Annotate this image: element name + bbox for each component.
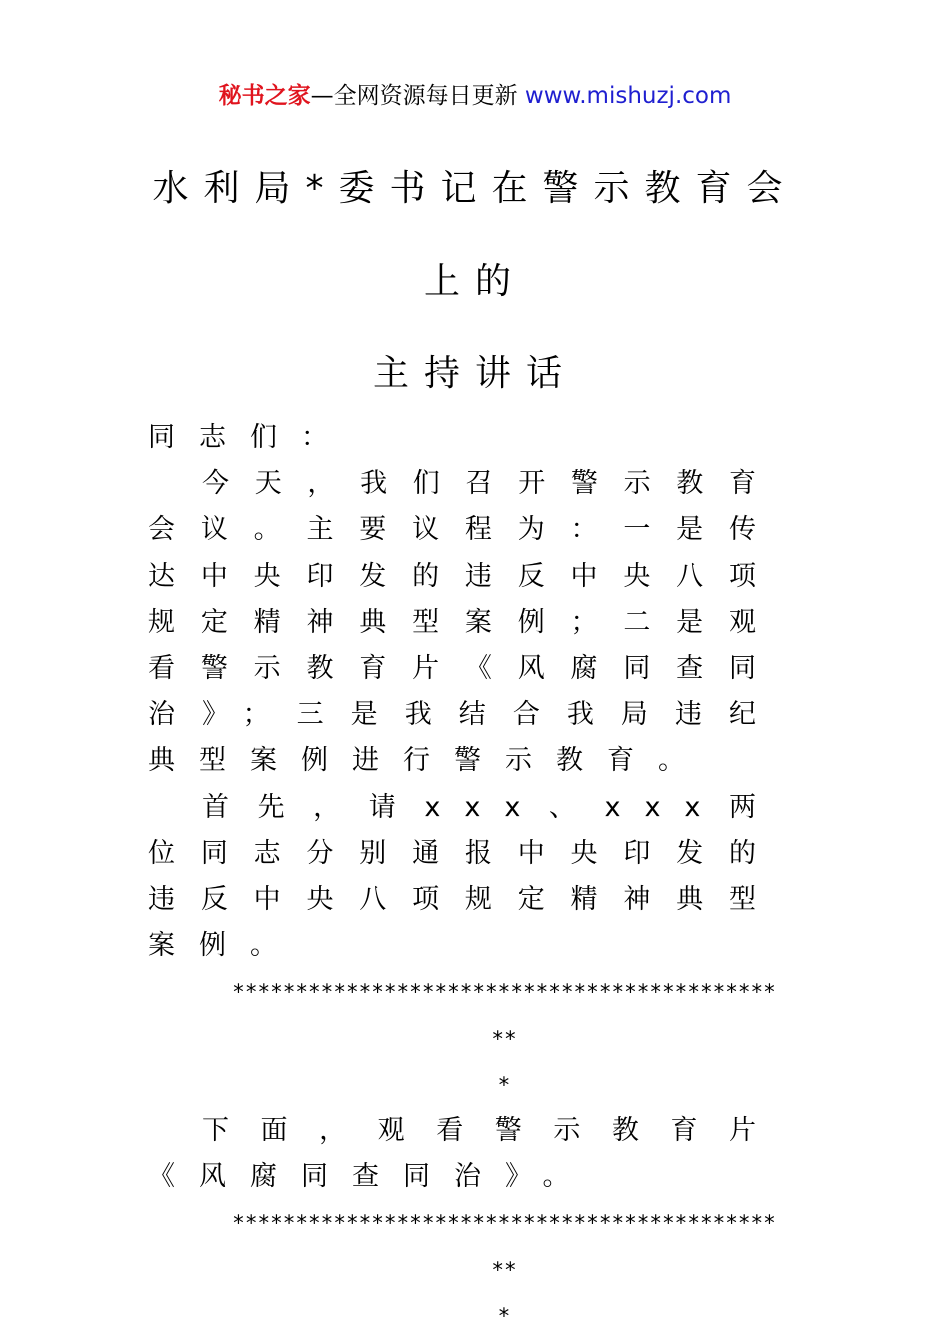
separator-stars-row: *********************************************: [232, 1211, 776, 1282]
paragraph-first-item: 首先，请xxx、xxx两位同志分别通报中央印发的违反中央八项规定精神典型案例。: [148, 791, 780, 962]
separator-stars-row: *********************************************: [232, 980, 776, 1051]
document-body: [148, 415, 780, 1339]
salutation: 同志们：: [148, 422, 352, 453]
site-tagline: —全网资源每日更新: [310, 83, 518, 109]
site-url-link[interactable]: www.mishuzj.com: [524, 83, 732, 109]
paragraph-agenda: 今天，我们召开警示教育会议。主要议程为：一是传达中央印发的违反中央八项规定精神典型案例；二是观看警示教育片《风腐同查同治》；三是我结合我局违纪典型案例进行警示教育。: [148, 468, 780, 777]
document-title-line-1: 水利局*委书记在警示教育会: [152, 168, 798, 209]
site-brand: 秘书之家: [218, 83, 311, 109]
separator-stars-tail: *: [497, 1303, 511, 1328]
document-title-line-3: 主持讲话: [372, 353, 577, 394]
separator-stars-tail: *: [497, 1072, 511, 1097]
document-title-line-2: 上的: [423, 261, 526, 302]
site-header: [0, 80, 950, 112]
section-separator-1: [148, 969, 780, 1108]
section-separator-2: [148, 1200, 780, 1339]
paragraph-video: 下面，观看警示教育片《风腐同查同治》。: [148, 1115, 780, 1193]
